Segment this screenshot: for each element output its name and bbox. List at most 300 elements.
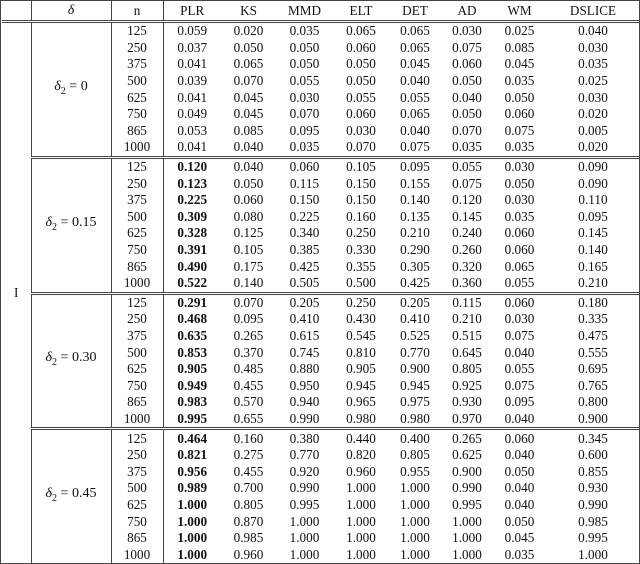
cell-dslice: 0.025: [578, 73, 608, 89]
cell-ad: 0.900: [452, 463, 482, 479]
cell-mmd: 0.060: [276, 157, 333, 175]
cell-plr: 0.059: [177, 23, 208, 39]
cell-dslice: 1.000: [578, 546, 608, 562]
cell-det: 0.425: [400, 275, 430, 291]
cell-n: 500: [111, 209, 163, 226]
cell-wm: 0.060: [504, 225, 535, 241]
cell-plr: 0.905: [177, 361, 208, 377]
cell-det: 0.525: [400, 327, 430, 343]
cell-mmd: 0.425: [289, 258, 320, 274]
cell-wm: 0.030: [504, 192, 535, 208]
cell-elt: 0.150: [346, 175, 376, 191]
cell-plr: 0.522: [177, 275, 208, 291]
cell-ad: 0.030: [452, 23, 482, 39]
cell-plr: 0.995: [177, 410, 208, 426]
cell-ad: 0.805: [452, 361, 482, 377]
cell-dslice: 0.335: [578, 311, 608, 327]
cell-ad: 0.115: [441, 293, 493, 311]
cell-dslice: 0.020: [578, 139, 608, 155]
cell-det: 0.040: [400, 73, 430, 89]
cell-det: 0.075: [400, 139, 430, 155]
cell-dslice: 0.040: [578, 23, 608, 39]
cell-wm: 0.075: [504, 327, 535, 343]
cell-ks: 0.105: [233, 242, 264, 258]
cell-det: 1.000: [400, 546, 430, 562]
cell-ad: 0.075: [452, 175, 482, 191]
cell-mmd: 0.950: [289, 377, 320, 393]
cell-n: 250: [111, 40, 163, 57]
cell-ad: 0.995: [452, 496, 482, 512]
cell-ad: 0.040: [452, 89, 482, 105]
table-row: [2, 293, 640, 311]
cell-n: 750: [111, 377, 163, 394]
cell-wm: 0.075: [504, 377, 535, 393]
cell-dslice: 0.930: [578, 480, 608, 496]
cell-n: 1000: [111, 546, 163, 563]
cell-n: 1000: [111, 275, 163, 293]
cell-mmd: 0.410: [289, 311, 320, 327]
cell-elt: 0.820: [346, 447, 376, 463]
cell-wm: 0.050: [504, 463, 535, 479]
cell-wm: 0.065: [504, 258, 535, 274]
header-ks: KS: [221, 1, 276, 22]
delta-subscript: 2: [52, 221, 58, 233]
cell-n: 1000: [111, 411, 163, 429]
cell-wm: 0.055: [504, 361, 535, 377]
cell-det: 0.045: [400, 56, 430, 72]
cell-plr: 0.328: [177, 225, 208, 241]
cell-dslice: 0.990: [578, 496, 608, 512]
cell-elt: 0.055: [346, 89, 376, 105]
cell-ad: 0.265: [441, 429, 493, 447]
cell-det: 0.055: [400, 89, 430, 105]
cell-ks: 0.805: [233, 496, 264, 512]
cell-ad: 0.925: [452, 377, 482, 393]
cell-wm: 0.060: [493, 293, 546, 311]
cell-plr: 1.000: [177, 496, 208, 512]
cell-mmd: 1.000: [289, 546, 320, 562]
cell-mmd: 0.030: [289, 89, 320, 105]
cell-ad: 0.240: [452, 225, 482, 241]
delta-symbol: δ: [54, 78, 61, 94]
cell-wm: 0.060: [504, 106, 535, 122]
cell-det: 1.000: [400, 480, 430, 496]
cell-wm: 0.030: [493, 157, 546, 175]
delta-symbol: δ: [45, 214, 53, 230]
cell-det: 1.000: [400, 513, 430, 529]
delta-value: = 0: [65, 78, 88, 94]
cell-ad: 0.645: [452, 344, 482, 360]
cell-plr: 0.041: [177, 89, 208, 105]
cell-mmd: 0.990: [289, 480, 320, 496]
header-ad: AD: [441, 1, 493, 22]
cell-ks: 0.045: [233, 106, 264, 122]
cell-n: 750: [111, 513, 163, 530]
cell-wm: 0.095: [504, 394, 535, 410]
cell-wm: 0.050: [504, 513, 535, 529]
cell-mmd: 0.205: [276, 293, 333, 311]
cell-ks: 0.275: [233, 447, 264, 463]
cell-elt: 0.050: [346, 73, 376, 89]
cell-elt: 0.440: [333, 429, 389, 447]
cell-ad: 0.035: [452, 139, 482, 155]
cell-mmd: 0.995: [289, 496, 320, 512]
cell-det: 0.155: [400, 175, 430, 191]
cell-ks: 0.485: [233, 361, 264, 377]
cell-dslice: 0.600: [578, 447, 608, 463]
cell-mmd: 0.505: [289, 275, 320, 291]
cell-dslice: 0.020: [578, 106, 608, 122]
cell-elt: 0.500: [346, 275, 376, 291]
cell-n: 375: [111, 56, 163, 73]
cell-elt: 0.030: [346, 122, 376, 138]
cell-ks: 0.160: [221, 429, 276, 447]
cell-n: 865: [111, 394, 163, 411]
cell-wm: 0.060: [493, 429, 546, 447]
cell-ks: 0.070: [221, 293, 276, 311]
cell-det: 1.000: [400, 530, 430, 546]
cell-mmd: 0.990: [289, 410, 320, 426]
cell-dslice: 0.800: [578, 394, 608, 410]
cell-elt: 0.905: [346, 361, 376, 377]
cell-plr: 1.000: [177, 546, 208, 562]
cell-ad: 0.970: [452, 410, 482, 426]
cell-n: 625: [111, 89, 163, 106]
cell-mmd: 0.615: [289, 327, 320, 343]
cell-dslice: 0.695: [578, 361, 608, 377]
cell-n: 625: [111, 361, 163, 378]
cell-elt: 0.150: [346, 192, 376, 208]
cell-dslice: 0.475: [578, 327, 608, 343]
cell-ks: 0.870: [233, 513, 264, 529]
cell-ks: 0.985: [233, 530, 264, 546]
cell-mmd: 1.000: [289, 513, 320, 529]
cell-ad: 0.515: [452, 327, 482, 343]
cell-n: 1000: [111, 139, 163, 157]
header-plr: PLR: [163, 1, 221, 22]
cell-wm: 0.040: [504, 344, 535, 360]
cell-det: 0.955: [400, 463, 430, 479]
cell-ad: 0.320: [452, 258, 482, 274]
cell-n: 865: [111, 123, 163, 140]
cell-ad: 0.990: [452, 480, 482, 496]
cell-ks: 0.040: [233, 139, 264, 155]
delta-subscript: 2: [52, 357, 58, 369]
header-elt: ELT: [333, 1, 389, 22]
cell-n: 500: [111, 73, 163, 90]
cell-n: 125: [111, 22, 163, 40]
delta-symbol: δ: [45, 486, 53, 502]
cell-n: 750: [111, 106, 163, 123]
results-table: [2, 1, 640, 563]
cell-n: 375: [111, 463, 163, 480]
cell-elt: 0.070: [346, 139, 376, 155]
cell-elt: 1.000: [346, 530, 376, 546]
cell-det: 0.140: [400, 192, 430, 208]
cell-dslice: 0.140: [578, 242, 608, 258]
cell-n: 250: [111, 311, 163, 328]
cell-n: 865: [111, 530, 163, 547]
cell-dslice: 0.090: [578, 175, 608, 191]
cell-det: 0.065: [400, 39, 430, 55]
header-wm: WM: [493, 1, 546, 22]
cell-ad: 0.145: [452, 208, 482, 224]
cell-n: 500: [111, 480, 163, 497]
cell-n: 375: [111, 192, 163, 209]
cell-mmd: 0.050: [289, 56, 320, 72]
table-row: [2, 22, 640, 40]
cell-mmd: 0.380: [276, 429, 333, 447]
cell-elt: 0.160: [346, 208, 376, 224]
cell-wm: 0.050: [504, 175, 535, 191]
cell-mmd: 0.880: [289, 361, 320, 377]
cell-ks: 0.040: [221, 157, 276, 175]
cell-mmd: 0.035: [289, 139, 320, 155]
cell-dslice: 0.180: [546, 293, 640, 311]
cell-dslice: 0.165: [578, 258, 608, 274]
cell-n: 625: [111, 225, 163, 242]
cell-elt: 0.545: [346, 327, 376, 343]
cell-det: 0.400: [389, 429, 441, 447]
cell-det: 0.210: [400, 225, 430, 241]
cell-ks: 0.570: [233, 394, 264, 410]
cell-plr: 0.989: [177, 480, 208, 496]
cell-det: 0.205: [389, 293, 441, 311]
cell-ks: 0.065: [233, 56, 264, 72]
cell-plr: 0.821: [177, 447, 208, 463]
cell-plr: 0.037: [177, 39, 208, 55]
cell-wm: 0.040: [504, 496, 535, 512]
cell-elt: 1.000: [346, 546, 376, 562]
cell-wm: 0.050: [504, 89, 535, 105]
cell-dslice: 0.210: [578, 275, 608, 291]
cell-det: 0.065: [400, 23, 430, 39]
cell-n: 375: [111, 328, 163, 345]
cell-ks: 0.085: [233, 122, 264, 138]
cell-elt: 0.060: [346, 106, 376, 122]
delta-label: [31, 293, 111, 429]
cell-ks: 0.455: [233, 377, 264, 393]
cell-n: 500: [111, 344, 163, 361]
delta-symbol: δ: [45, 350, 53, 366]
cell-mmd: 0.095: [289, 122, 320, 138]
cell-ks: 0.020: [233, 23, 264, 39]
cell-elt: 1.000: [346, 496, 376, 512]
cell-plr: 0.949: [177, 377, 208, 393]
cell-elt: 0.810: [346, 344, 376, 360]
table-body: [2, 22, 640, 564]
cell-dslice: 0.985: [578, 513, 608, 529]
delta-value: = 0.30: [57, 350, 97, 366]
cell-ks: 0.265: [233, 327, 264, 343]
header-group: [2, 1, 31, 22]
cell-det: 0.980: [400, 410, 430, 426]
cell-ks: 0.140: [233, 275, 264, 291]
cell-plr: 0.464: [163, 429, 221, 447]
cell-plr: 0.041: [177, 139, 208, 155]
cell-plr: 1.000: [177, 513, 208, 529]
cell-mmd: 0.225: [289, 208, 320, 224]
cell-mmd: 0.055: [289, 73, 320, 89]
cell-elt: 0.050: [346, 56, 376, 72]
cell-elt: 0.250: [333, 293, 389, 311]
cell-mmd: 0.035: [289, 23, 320, 39]
cell-plr: 0.053: [177, 122, 208, 138]
cell-n: 250: [111, 447, 163, 464]
cell-det: 0.305: [400, 258, 430, 274]
cell-plr: 0.490: [177, 258, 208, 274]
cell-det: 0.900: [400, 361, 430, 377]
cell-ad: 0.075: [452, 39, 482, 55]
cell-elt: 0.250: [346, 225, 376, 241]
cell-mmd: 0.115: [289, 175, 320, 191]
cell-ks: 0.050: [233, 39, 264, 55]
cell-ks: 0.655: [233, 410, 264, 426]
cell-dslice: 0.035: [578, 56, 608, 72]
cell-elt: 0.355: [346, 258, 376, 274]
cell-det: 0.770: [400, 344, 430, 360]
delta-label: [31, 157, 111, 293]
cell-plr: 0.291: [163, 293, 221, 311]
cell-wm: 0.045: [504, 530, 535, 546]
cell-plr: 0.309: [177, 208, 208, 224]
cell-ad: 1.000: [452, 546, 482, 562]
cell-plr: 1.000: [177, 530, 208, 546]
cell-ad: 0.210: [452, 311, 482, 327]
cell-det: 0.040: [400, 122, 430, 138]
cell-wm: 0.040: [504, 410, 535, 426]
cell-mmd: 0.385: [289, 242, 320, 258]
delta-subscript: 2: [52, 493, 58, 505]
cell-mmd: 1.000: [289, 530, 320, 546]
cell-n: 865: [111, 258, 163, 275]
cell-ks: 0.080: [233, 208, 264, 224]
cell-ks: 0.960: [233, 546, 264, 562]
cell-mmd: 0.920: [289, 463, 320, 479]
cell-det: 0.945: [400, 377, 430, 393]
cell-plr: 0.049: [177, 106, 208, 122]
cell-det: 0.410: [400, 311, 430, 327]
cell-elt: 0.065: [346, 23, 376, 39]
cell-dslice: 0.005: [578, 122, 608, 138]
cell-wm: 0.085: [504, 39, 535, 55]
cell-elt: 0.960: [346, 463, 376, 479]
group-label: I: [2, 22, 31, 564]
cell-ks: 0.370: [233, 344, 264, 360]
cell-wm: 0.035: [504, 208, 535, 224]
cell-ks: 0.700: [233, 480, 264, 496]
cell-ad: 0.625: [452, 447, 482, 463]
cell-ks: 0.175: [233, 258, 264, 274]
cell-ad: 0.060: [452, 56, 482, 72]
cell-plr: 0.120: [163, 157, 221, 175]
cell-det: 1.000: [400, 496, 430, 512]
cell-dslice: 0.090: [546, 157, 640, 175]
cell-plr: 0.391: [177, 242, 208, 258]
cell-n: 625: [111, 497, 163, 514]
header-n: n: [111, 1, 163, 22]
cell-n: 125: [111, 429, 163, 447]
cell-dslice: 0.145: [578, 225, 608, 241]
cell-wm: 0.030: [504, 311, 535, 327]
cell-wm: 0.055: [504, 275, 535, 291]
cell-dslice: 0.110: [578, 192, 608, 208]
cell-wm: 0.035: [504, 139, 535, 155]
cell-det: 0.065: [400, 106, 430, 122]
cell-dslice: 0.030: [578, 39, 608, 55]
table-row: [2, 157, 640, 175]
delta-label: [31, 429, 111, 563]
cell-elt: 0.430: [346, 311, 376, 327]
cell-elt: 0.105: [333, 157, 389, 175]
cell-dslice: 0.555: [578, 344, 608, 360]
table-row: [2, 429, 640, 447]
cell-elt: 0.945: [346, 377, 376, 393]
cell-wm: 0.040: [504, 447, 535, 463]
cell-mmd: 0.940: [289, 394, 320, 410]
cell-elt: 1.000: [346, 513, 376, 529]
header-mmd: MMD: [276, 1, 333, 22]
cell-ks: 0.095: [233, 311, 264, 327]
cell-ad: 0.050: [452, 73, 482, 89]
cell-elt: 0.330: [346, 242, 376, 258]
cell-ad: 1.000: [452, 513, 482, 529]
cell-plr: 0.039: [177, 73, 208, 89]
cell-n: 750: [111, 242, 163, 259]
cell-det: 0.095: [389, 157, 441, 175]
cell-wm: 0.035: [504, 546, 535, 562]
cell-det: 0.975: [400, 394, 430, 410]
cell-n: 125: [111, 157, 163, 175]
cell-det: 0.290: [400, 242, 430, 258]
cell-ks: 0.125: [233, 225, 264, 241]
cell-dslice: 0.095: [578, 208, 608, 224]
delta-label: [31, 22, 111, 158]
cell-mmd: 0.070: [289, 106, 320, 122]
cell-ad: 0.055: [441, 157, 493, 175]
cell-n: 250: [111, 175, 163, 192]
cell-det: 0.135: [400, 208, 430, 224]
cell-wm: 0.040: [504, 480, 535, 496]
cell-elt: 0.965: [346, 394, 376, 410]
cell-ad: 0.120: [452, 192, 482, 208]
cell-n: 125: [111, 293, 163, 311]
cell-ks: 0.070: [233, 73, 264, 89]
cell-plr: 0.123: [177, 175, 208, 191]
cell-plr: 0.635: [177, 327, 208, 343]
header-det: DET: [389, 1, 441, 22]
cell-dslice: 0.765: [578, 377, 608, 393]
cell-elt: 0.060: [346, 39, 376, 55]
cell-plr: 0.983: [177, 394, 208, 410]
cell-plr: 0.225: [177, 192, 208, 208]
cell-wm: 0.035: [504, 73, 535, 89]
cell-ad: 0.930: [452, 394, 482, 410]
delta-subscript: 2: [60, 85, 66, 97]
delta-value: = 0.15: [57, 214, 97, 230]
cell-elt: 1.000: [346, 480, 376, 496]
cell-det: 0.805: [400, 447, 430, 463]
cell-wm: 0.075: [504, 122, 535, 138]
cell-ks: 0.045: [233, 89, 264, 105]
cell-mmd: 0.745: [289, 344, 320, 360]
cell-plr: 0.956: [177, 463, 208, 479]
cell-plr: 0.041: [177, 56, 208, 72]
cell-dslice: 0.900: [578, 410, 608, 426]
delta-value: = 0.45: [57, 486, 97, 502]
cell-wm: 0.045: [504, 56, 535, 72]
header-row: [2, 1, 640, 22]
